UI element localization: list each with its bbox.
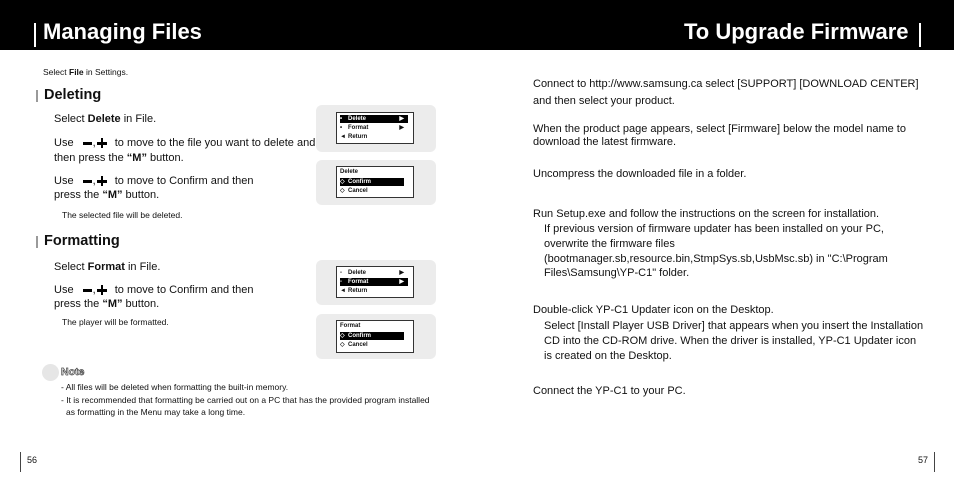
right-title-bar [919,23,921,47]
format-step-1: Select Format in File. [54,261,161,273]
lcd-row-cancel: ◇ Cancel [340,342,368,348]
intro-text: Select File in Settings. [43,67,129,77]
lcd-row-return: ◄ Return [340,288,368,294]
lcd-title-format: Format [340,323,361,329]
lcd-row-format: - Format ▶ [340,278,408,286]
plus-key-icon [97,285,107,295]
delete-menu-screen [336,112,414,144]
step5-line2: Select [Install Player USB Driver] that appears when you insert the Installation [544,320,924,332]
lcd-row-delete: - Delete ▶ [340,270,404,276]
step3-text: Uncompress the downloaded file in a folder. [533,168,747,180]
lcd-row-confirm: ◇ Confirm [340,178,404,186]
formatting-heading-bar [36,236,38,248]
deleting-heading: Deleting [44,87,102,103]
left-page-title: Managing Files [43,19,202,44]
format-result-text: The player will be formatted. [62,317,169,327]
lcd-row-format: • Format ▶ [340,125,404,131]
step2-line2: download the latest firmware. [533,136,677,148]
note-line-2: - It is recommended that formatting be carried out on a PC that has the provided program installed [61,395,430,405]
step5-line3: CD into the CD-ROM drive. When the driver is installed, YP-C1 Updater icon [544,335,917,347]
format-step-2-line2: press the “M” button. [54,298,160,310]
step4-line2: If previous version of firmware updater has been installed on your PC, [544,223,884,235]
deleting-heading-bar [36,90,38,102]
lcd-title-delete: Delete [340,169,359,175]
note-line-3: as formatting in the Menu may take a long time. [66,407,246,417]
delete-step-3-line2: press the “M” button. [54,189,160,201]
step4-line5: Files\Samsung\YP-C1" folder. [544,267,690,279]
step5-line4: is created on the Desktop. [544,350,672,362]
step4-line1: Run Setup.exe and follow the instructions on the screen for installation. [533,208,880,220]
note-icon [42,364,59,381]
delete-result-text: The selected file will be deleted. [62,210,183,220]
right-page-title: To Upgrade Firmware [684,19,909,44]
note-line-1: - All files will be deleted when formatting the built-in memory. [61,382,289,392]
note-label: Note [61,366,85,378]
step1-line1: Connect to http://www.samsung.ca select [SUPPORT] [DOWNLOAD CENTER] [533,78,919,90]
format-step-2: Use , to move to Confirm and then [54,284,254,296]
right-page-marker [934,452,935,472]
step6-text: Connect the YP-C1 to your PC. [533,385,686,397]
formatting-heading: Formatting [44,233,120,249]
minus-key-icon [83,142,92,145]
left-page-number: 56 [27,455,38,465]
delete-step-2-line2: then press the “M” button. [54,152,184,164]
delete-confirm-screen [336,166,414,198]
plus-key-icon [97,176,107,186]
lcd-row-cancel: ◇ Cancel [340,188,368,194]
format-menu-screen [336,266,414,298]
left-title-bar [34,23,36,47]
delete-step-1: Select Delete in File. [54,113,157,125]
minus-key-icon [83,180,92,183]
step4-line3: overwrite the firmware files [544,238,675,250]
delete-step-2: Use , to move to the file you want to delete and [54,137,316,149]
lcd-row-return: ◄ Return [340,134,368,140]
step5-line1: Double-click YP-C1 Updater icon on the Desktop. [533,304,774,316]
minus-key-icon [83,289,92,292]
plus-key-icon [97,138,107,148]
left-page-marker [20,452,21,472]
lcd-row-delete: • Delete ▶ [340,115,408,123]
delete-step-3: Use , to move to Confirm and then [54,175,254,187]
step1-line2: and then select your product. [533,95,675,107]
right-page-number: 57 [918,455,929,465]
format-confirm-screen [336,320,414,353]
lcd-row-confirm: ◇ Confirm [340,332,404,340]
step2-line1: When the product page appears, select [Firmware] below the model name to [533,123,906,135]
step4-line4: (bootmanager.sb,resource.bin,StmpSys.sb,UsbMsc.sb) in "C:\Program [544,253,888,265]
